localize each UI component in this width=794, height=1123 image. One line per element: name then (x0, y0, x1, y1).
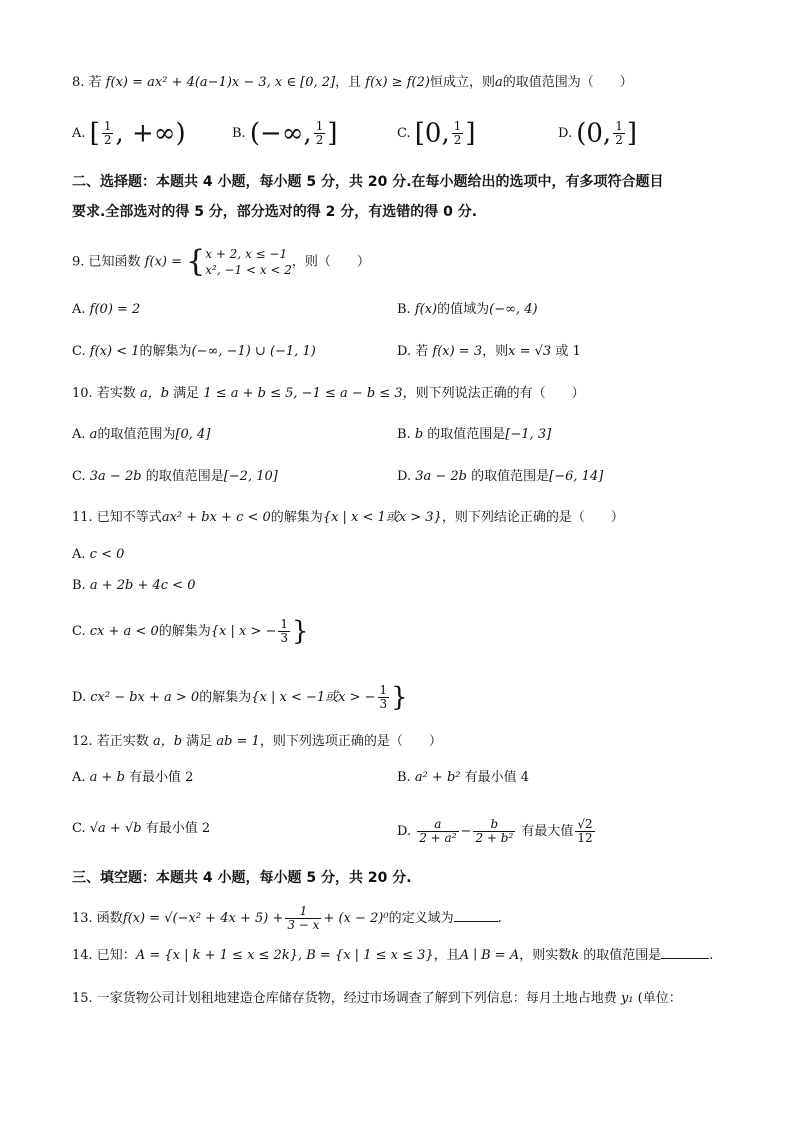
q12-condition: ab = 1 (216, 734, 260, 749)
option-text: 有最小值 4 (464, 770, 530, 785)
option-text-pre: 若 (415, 344, 429, 359)
option-text-post: 或 1 (555, 344, 581, 359)
option-range: [−6, 14] (549, 469, 604, 484)
option-label: B. (397, 302, 411, 317)
q8-text-mid: ，且 (335, 75, 362, 90)
q14-answer-blank[interactable] (661, 958, 709, 959)
q8-prefix: 8. 若 (72, 75, 102, 90)
option-bracket: [0, (414, 118, 450, 149)
q11-inequality: ax² + bx + c < 0 (161, 510, 271, 525)
q8-function: f(x) = ax² + 4(a−1)x − 3, x ∈ [0, 2] (105, 75, 336, 90)
q8-option-c[interactable] (397, 120, 476, 147)
q9-function: f(x) = (144, 254, 182, 270)
q8-var: a (494, 75, 503, 90)
option-math: cx + a < 0 (89, 624, 159, 639)
option-bracket: [ (89, 118, 100, 149)
option-math: b (414, 427, 424, 442)
q14-condition: A ∣ B = A (459, 948, 520, 963)
option-label: C. (72, 469, 86, 484)
q13-prefix: 13. 函数 (72, 911, 123, 926)
q8-stem (72, 72, 734, 94)
q10-option-d[interactable] (397, 466, 603, 488)
q13-end: . (497, 911, 502, 926)
option-range: [−2, 10] (223, 469, 278, 484)
q9-cases: x + 2, x ≤ −1 x², −1 < x < 2 (205, 247, 292, 277)
option-label: A. (72, 547, 86, 562)
q10-vars: a，b (139, 386, 170, 401)
q15-var: y₁ (620, 991, 634, 1006)
option-text: 有最小值 2 (129, 770, 194, 785)
option-rest: , +∞) (115, 118, 186, 149)
option-fraction: $\frac{1}{3}$ (379, 683, 388, 711)
option-text: 有最大值 (521, 824, 574, 839)
q13-text-post: 的定义域为 (388, 911, 454, 926)
option-label: D. (397, 824, 412, 839)
q13-tail: + (x − 2)⁰ (323, 911, 389, 926)
option-math: a + b (89, 770, 125, 785)
option-label: B. (397, 770, 411, 785)
q13-function: f(x) = √(−x² + 4x + 5) + (122, 911, 284, 926)
q11-option-a[interactable] (72, 544, 124, 566)
q15-text: 15. 一家货物公司计划租地建造仓库储存货物，经过市场调查了解到下列信息：每月土地占地费 (72, 991, 617, 1006)
q13-stem (72, 905, 734, 932)
section3-heading: 三、填空题：本题共 4 小题，每小题 5 分，共 20 分. (72, 870, 412, 886)
option-math: f(x) = 3 (432, 344, 483, 359)
option-text: 的取值范围是 (427, 427, 506, 442)
option-math: √a + √b (89, 821, 142, 836)
q11-option-d[interactable] (72, 684, 408, 711)
option-label: C. (72, 624, 86, 639)
q14-text-end: 的取值范围是 (583, 948, 662, 963)
option-text: 的取值范围是 (145, 469, 224, 484)
option-set-pre: {x | x < −1或x > − (251, 690, 376, 705)
q14-end: . (709, 948, 714, 963)
option-math: f(x) < 1 (89, 344, 140, 359)
q11-option-b[interactable] (72, 575, 195, 597)
option-range: [0, 4] (175, 427, 211, 442)
option-range: [−1, 3] (505, 427, 552, 442)
q8-text-post: 恒成立，则 (429, 75, 495, 90)
option-label: B. (397, 427, 411, 442)
option-operator: − (460, 824, 472, 839)
option-text: 有最小值 2 (145, 821, 211, 836)
q14-stem (72, 945, 734, 967)
option-fraction: $\frac{1}{2}$ (103, 119, 112, 147)
option-fraction: $\frac{√2}{12}$ (577, 817, 593, 845)
q14-text-post: ，则实数 (519, 948, 572, 963)
q12-vars: a，b (152, 734, 183, 749)
option-text: 的解集为 (158, 624, 211, 639)
option-value: x = √3 (508, 344, 552, 359)
q8-option-a[interactable] (72, 120, 186, 147)
option-label: D. (558, 126, 573, 141)
q14-sets: A = {x | k + 1 ≤ x ≤ 2k}, B = {x | 1 ≤ x ≤ 3} (135, 948, 434, 963)
q11-text-mid: 的解集为 (270, 510, 323, 525)
option-label: A. (72, 302, 86, 317)
option-math: f(x) (414, 302, 438, 317)
q12-stem (72, 731, 734, 753)
q12-text-mid: 满足 (186, 734, 213, 749)
q8-option-b[interactable] (232, 120, 337, 147)
option-bracket: (−∞, (249, 118, 312, 149)
option-set-post: } (391, 682, 408, 713)
q11-text-post: ，则下列结论正确的是（ ） (441, 510, 624, 525)
q11-set: {x | x < 1或x > 3} (322, 510, 442, 525)
q11-stem (72, 507, 734, 529)
q9-stem (72, 246, 734, 278)
option-label: C. (72, 344, 86, 359)
option-bracket: (0, (576, 118, 612, 149)
option-label: C. (397, 126, 411, 141)
option-fraction: $\frac{1}{2}$ (315, 119, 324, 147)
q12-option-a[interactable] (72, 767, 193, 789)
option-label: D. (72, 690, 87, 705)
q14-var: k (571, 948, 580, 963)
q15-text-end: (单位： (637, 991, 682, 1006)
q10-option-b[interactable] (397, 424, 551, 446)
option-fraction: $\frac{1}{2}$ (615, 119, 623, 147)
q11-option-c[interactable] (72, 618, 309, 645)
option-rest: ] (327, 118, 338, 149)
q8-condition: f(x) ≥ f(2) (365, 75, 430, 90)
option-fraction: $\frac{1}{3}$ (280, 617, 289, 645)
q8-option-d[interactable] (558, 120, 637, 147)
option-range: (−∞, 4) (489, 302, 538, 317)
q10-prefix: 10. 若实数 (72, 386, 136, 401)
q14-prefix: 14. 已知： (72, 948, 136, 963)
option-label: D. (397, 344, 412, 359)
q9-option-c[interactable] (72, 341, 316, 363)
q13-answer-blank[interactable] (454, 921, 498, 922)
option-text: f(0) = 2 (89, 302, 141, 317)
q12-prefix: 12. 若正实数 (72, 734, 149, 749)
option-math: 3a − 2b (89, 469, 142, 484)
option-math: a (89, 427, 98, 442)
q12-option-c[interactable] (72, 818, 210, 840)
option-fraction: $\frac{a}{\text{2 + a²}}$ (419, 817, 457, 845)
section2-heading-line1: 二、选择题：本题共 4 小题，每小题 5 分，共 20 分.在每小题给出的选项中，有多项符合题目 (72, 174, 664, 190)
option-text: 的取值范围为 (97, 427, 176, 442)
option-text: 的取值范围是 (471, 469, 550, 484)
q10-text-mid: 满足 (173, 386, 200, 401)
q14-text-mid: ，且 (433, 948, 460, 963)
option-label: A. (72, 427, 86, 442)
q11-prefix: 11. 已知不等式 (72, 510, 162, 525)
option-rest: ] (626, 118, 637, 149)
q8-text-end: 的取值范围为（ ） (502, 75, 633, 90)
q12-option-b[interactable] (397, 767, 529, 789)
option-text: 的解集为 (199, 690, 252, 705)
option-fraction: $\frac{b}{\text{2 + b²}}$ (475, 817, 514, 845)
q9-brace: { (186, 244, 206, 279)
q15-stem (72, 988, 682, 1010)
q10-option-c[interactable] (72, 466, 278, 488)
option-label: A. (72, 770, 86, 785)
option-label: D. (397, 469, 412, 484)
q13-fraction: $\frac{1}{3 - x}$ (287, 904, 320, 932)
q12-option-d[interactable] (397, 818, 597, 845)
option-math: 3a − 2b (415, 469, 468, 484)
option-text: a + 2b + 4c < 0 (89, 578, 196, 593)
option-set-post: } (292, 616, 309, 647)
option-label: B. (72, 578, 86, 593)
option-math: cx² − bx + a > 0 (90, 690, 200, 705)
q10-stem (72, 383, 734, 405)
option-math: a² + b² (414, 770, 461, 785)
option-label: A. (72, 126, 86, 141)
q10-condition: 1 ≤ a + b ≤ 5, −1 ≤ a − b ≤ 3 (203, 386, 403, 401)
option-label: B. (232, 126, 246, 141)
option-rest: ] (465, 118, 476, 149)
q12-text-post: ，则下列选项正确的是（ ） (259, 734, 442, 749)
option-text-mid: ，则 (482, 344, 509, 359)
option-set-pre: {x | x > − (210, 624, 277, 639)
option-text: 的解集为 (139, 344, 192, 359)
q10-text-post: ，则下列说法正确的有（ ） (402, 386, 585, 401)
q9-text-post: ，则（ ） (291, 254, 370, 270)
option-text: 的值域为 (437, 302, 490, 317)
q10-option-a[interactable] (72, 424, 210, 446)
option-label: C. (72, 821, 86, 836)
q9-option-d[interactable] (397, 341, 581, 363)
option-range: (−∞, −1) ∪ (−1, 1) (191, 344, 316, 359)
section2-heading-line2: 要求.全部选对的得 5 分，部分选对的得 2 分，有选错的得 0 分. (72, 204, 478, 220)
q9-option-b[interactable] (397, 299, 538, 321)
q9-prefix: 9. 已知函数 (72, 254, 141, 270)
option-text: c < 0 (89, 547, 125, 562)
q9-option-a[interactable] (72, 299, 140, 321)
option-fraction: $\frac{1}{2}$ (453, 119, 462, 147)
